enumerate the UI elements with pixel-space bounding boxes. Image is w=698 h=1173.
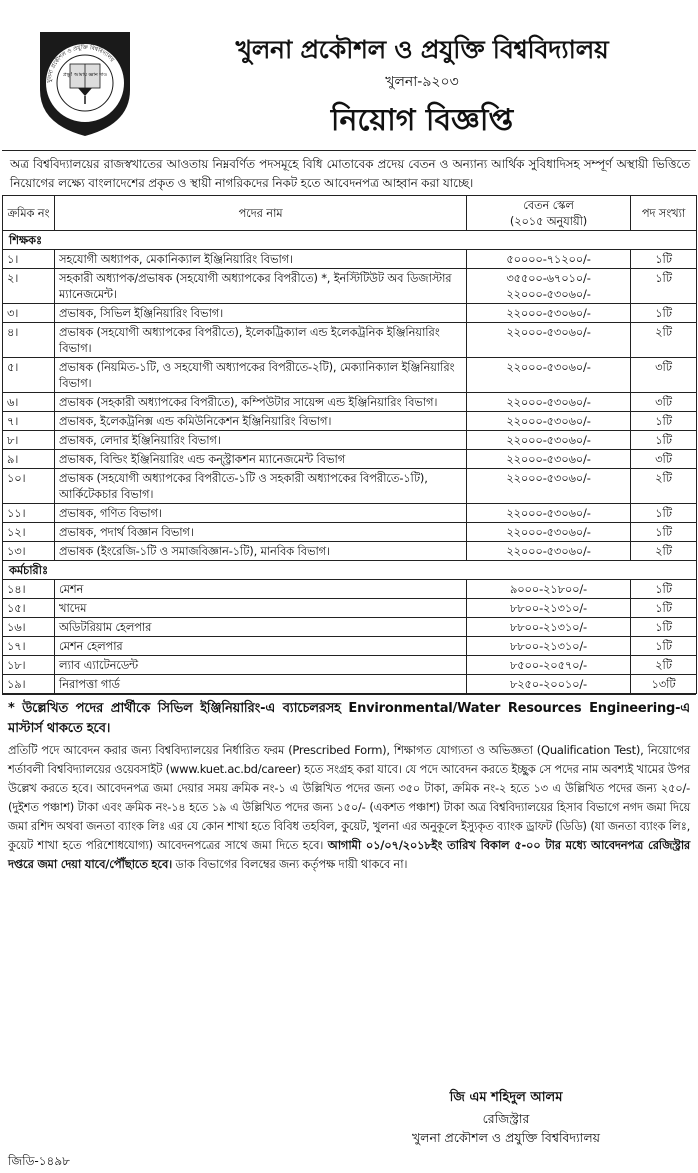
table-row [3, 412, 697, 431]
header-post: পদের নাম [55, 196, 467, 231]
intro-paragraph: অত্র বিশ্ববিদ্যালয়ের রাজস্বখাতের আওতায় নিম্নবর্ণিত পদসমূহে বিধি মোতাবেক প্রদেয় বেতন ও অন্যান্য আর্থিক সুবিধাদিসহ সম্পূর্ণ অস্থায়ী ভিত্তিতে নিয়োগের লক্ষ্যে বাংলাদেশের প্রকৃত ও স্থায়ী নাগরিকদের নিকট হতে আবেদনপত্র আহ্বান করা যাচ্ছে। [10, 157, 690, 190]
serial-cell: ৬। [3, 393, 55, 412]
post-name-cell: ল্যাব এ্যাটেনডেন্ট [55, 656, 467, 675]
post-count-cell: ৩টি [631, 393, 697, 412]
post-name-cell: সহযোগী অধ্যাপক, মেকানিক্যাল ইঞ্জিনিয়ারিং বিভাগ। [55, 250, 467, 269]
post-count-cell: ২টি [631, 323, 697, 358]
table-row [3, 450, 697, 469]
post-count-cell: ১টি [631, 523, 697, 542]
post-count-cell: ১টি [631, 637, 697, 656]
header-pay-scale [467, 196, 631, 231]
pay-scale-value: ২২০০০-৫৩০৬০/- [506, 325, 591, 339]
table-row [3, 675, 697, 694]
signatory-designation: রেজিস্ট্রার [482, 1111, 530, 1126]
serial-cell: ১২। [3, 523, 55, 542]
pay-scale-cell [467, 450, 631, 469]
pay-scale-value: ৫০০০০-৭১২০০/- [506, 252, 591, 266]
post-count-cell: ১টি [631, 412, 697, 431]
pay-scale-cell [467, 656, 631, 675]
serial-cell: ৮। [3, 431, 55, 450]
notice-header [2, 0, 696, 151]
pay-scale-value: ২২০০০-৫৩০৬০/- [506, 414, 591, 428]
post-name-cell: খাদেম [55, 599, 467, 618]
serial-cell: ১১। [3, 504, 55, 523]
serial-cell: ৫। [3, 358, 55, 393]
serial-cell: ১৮। [3, 656, 55, 675]
posts-table [2, 195, 697, 694]
table-row [3, 504, 697, 523]
post-name-cell: মেশন হেলপার [55, 637, 467, 656]
pay-scale-value: ৯০০০-২১৮০০/- [509, 582, 588, 596]
post-count-cell: ১টি [631, 504, 697, 523]
post-name-cell: প্রভাষক (নিয়মিত-১টি, ও সহযোগী অধ্যাপকের বিপরীতে-২টি), মেক্যানিক্যাল ইঞ্জিনিয়ারিং বিভাগ। [55, 358, 467, 393]
serial-cell: ৪। [3, 323, 55, 358]
pay-scale-cell [467, 618, 631, 637]
pay-scale-cell [467, 358, 631, 393]
post-count-cell: ১টি [631, 250, 697, 269]
pay-scale-value: ৮৫০০-২০৫৭০/- [509, 658, 588, 672]
table-row [3, 599, 697, 618]
section-row-teachers [3, 231, 697, 250]
post-count-cell: ৩টি [631, 450, 697, 469]
post-count-cell: ১টি [631, 431, 697, 450]
header-pay-scale-line2: (২০১৫ অনুযায়ী) [509, 214, 588, 228]
section-label-staff: কর্মচারীঃ [3, 561, 697, 580]
post-count-cell: ২টি [631, 656, 697, 675]
pay-scale-value: ২২০০০-৫৩০৬০/- [506, 544, 591, 558]
pay-scale-value: ২২০০০-৫৩০৬০/- [506, 471, 591, 485]
serial-cell: ১। [3, 250, 55, 269]
serial-cell: ১৩। [3, 542, 55, 561]
post-count-cell: ১টি [631, 618, 697, 637]
serial-cell: ১৭। [3, 637, 55, 656]
serial-cell: ১৪। [3, 580, 55, 599]
table-row [3, 250, 697, 269]
pay-scale-value: ৮৮০০-২১৩১০/- [509, 601, 587, 615]
pay-scale-value: ৩৫৫০০-৬৭০১০/- [506, 271, 591, 285]
post-count-cell: ১টি [631, 580, 697, 599]
header-pay-scale-line1: বেতন স্কেল [523, 198, 574, 212]
table-row [3, 323, 697, 358]
table-header-row [3, 196, 697, 231]
qualification-note: * উল্লেখিত পদের প্রার্থীকে সিভিল ইঞ্জিনিয়ারিং-এ ব্যাচেলরসহ Environmental/Water Resources Engineering-এ মাস্টার্স থাকতে হবে। [2, 694, 696, 741]
table-row [3, 358, 697, 393]
notice-title: নিয়োগ বিজ্ঞপ্তি [330, 103, 514, 138]
pay-scale-cell [467, 675, 631, 694]
post-name-cell: প্রভাষক, ইলেকট্রনিক্স এন্ড কমিউনিকেশন ইঞ্জিনিয়ারিং বিভাগ। [55, 412, 467, 431]
header-serial: ক্রমিক নং [3, 196, 55, 231]
pay-scale-value-alt: ২২০০০-৫৩০৬০/- [506, 287, 591, 301]
post-name-cell: মেশন [55, 580, 467, 599]
serial-cell: ১৯। [3, 675, 55, 694]
pay-scale-cell [467, 250, 631, 269]
pay-scale-value: ৮৮০০-২১৩১০/- [509, 620, 587, 634]
table-row [3, 618, 697, 637]
post-count-cell: ১টি [631, 269, 697, 304]
table-row [3, 469, 697, 504]
post-count-cell: ২টি [631, 469, 697, 504]
post-count-cell: ১টি [631, 304, 697, 323]
post-name-cell: সহকারী অধ্যাপক/প্রভাষক (সহযোগী অধ্যাপকের বিপরীতে) *, ইনস্টিটিউট অব ডিজাস্টার ম্যানেজমেন্ট। [55, 269, 467, 304]
post-name-cell: প্রভাষক, বিল্ডিং ইঞ্জিনিয়ারিং এন্ড কন্স্ট্রাকশন ম্যানেজমেন্ট বিভাগ [55, 450, 467, 469]
table-row [3, 580, 697, 599]
logo-motto-text: প্রভু! আমায় জ্ঞান দাও [62, 72, 108, 78]
pay-scale-value: ২২০০০-৫৩০৬০/- [506, 360, 591, 374]
pay-scale-cell [467, 304, 631, 323]
signatory-organization: খুলনা প্রকৌশল ও প্রযুক্তি বিশ্ববিদ্যালয় [411, 1130, 601, 1145]
postal-note-text: ডাক বিভাগের বিলম্বের জন্য কর্তৃপক্ষ দায়ী থাকবে না। [175, 857, 408, 871]
pay-scale-value: ২২০০০-৫৩০৬০/- [506, 306, 591, 320]
pay-scale-value: ২২০০০-৫৩০৬০/- [506, 506, 591, 520]
pay-scale-cell [467, 637, 631, 656]
section-row-staff [3, 561, 697, 580]
deadline-text: আগামী ০১/০৭/২০১৮ইং তারিখ বিকাল ৫-০০ টার মধ্যে আবেদনপত্র রেজিস্ট্রার দপ্তরে জমা দেয়া যাবে/পৌঁছাতে হবে। [8, 838, 690, 871]
table-row [3, 656, 697, 675]
serial-cell: ২। [3, 269, 55, 304]
pay-scale-value: ২২০০০-৫৩০৬০/- [506, 525, 591, 539]
pay-scale-value: ২২০০০-৫৩০৬০/- [506, 395, 591, 409]
post-count-cell: ২টি [631, 542, 697, 561]
signature-block [376, 1087, 636, 1147]
logo-ring-text: খুলনা প্রকৌশল ও প্রযুক্তি বিশ্ববিদ্যালয় [46, 44, 115, 84]
reference-number: জিডি-১৪৯৮ [8, 1154, 70, 1168]
serial-cell: ১৬। [3, 618, 55, 637]
serial-cell: ১০। [3, 469, 55, 504]
table-row [3, 523, 697, 542]
university-city: খুলনা-৯২০৩ [385, 74, 459, 90]
pay-scale-cell [467, 269, 631, 304]
table-row [3, 304, 697, 323]
post-name-cell: প্রভাষক (সহকারী অধ্যাপকের বিপরীতে), কম্পিউটার সায়েন্স এন্ড ইঞ্জিনিয়ারিং বিভাগ। [55, 393, 467, 412]
pay-scale-value: ২২০০০-৫৩০৬০/- [506, 433, 591, 447]
post-count-cell: ১৩টি [631, 675, 697, 694]
serial-cell: ১৫। [3, 599, 55, 618]
section-label-teachers: শিক্ষকঃ [3, 231, 697, 250]
pay-scale-cell [467, 469, 631, 504]
pay-scale-cell [467, 542, 631, 561]
university-logo-emblem [30, 28, 140, 138]
table-row [3, 269, 697, 304]
pay-scale-value: ৮২৫০-২০০১০/- [509, 677, 588, 691]
pay-scale-cell [467, 580, 631, 599]
table-row [3, 393, 697, 412]
post-name-cell: প্রভাষক (সহযোগী অধ্যাপকের বিপরীতে), ইলেকট্রিক্যাল এন্ড ইলেকট্রনিক ইঞ্জিনিয়ারিং বিভাগ। [55, 323, 467, 358]
table-row [3, 542, 697, 561]
pay-scale-cell [467, 393, 631, 412]
application-instructions [2, 741, 696, 876]
pay-scale-cell [467, 323, 631, 358]
pay-scale-cell [467, 523, 631, 542]
post-name-cell: প্রভাষক, সিভিল ইঞ্জিনিয়ারিং বিভাগ। [55, 304, 467, 323]
post-name-cell: অডিটরিয়াম হেলপার [55, 618, 467, 637]
post-name-cell: প্রভাষক (ইংরেজি-১টি ও সমাজবিজ্ঞান-১টি), মানবিক বিভাগ। [55, 542, 467, 561]
post-count-cell: ১টি [631, 599, 697, 618]
instructions-text: প্রতিটি পদে আবেদন করার জন্য বিশ্ববিদ্যালয়ের নির্ধারিত ফরম (Prescribed Form), শিক্ষাগত যোগ্যতা ও অভিজ্ঞতা (Qualification Test), নিয়োগের শর্তাবলী বিশ্ববিদ্যালয়ের ওয়েবসাইট (www.kuet.ac.bd/career) হতে সংগ্রহ করা যাবে। যে পদে আবেদন করতে ইচ্ছুক সে পদের নাম অবশ্যই খামের উপর উল্লেখ করতে হবে। আবেদনপত্র জমা দেয়ার সময় ক্রমিক নং-১ এ উল্লিখিত পদের জন্য ৩৫০ টাকা, ক্রমিক নং-২ হতে ১৩ এ উল্লিখিত পদের জন্য ২৫০/- (দুইশত পঞ্চাশ) টাকা এবং ক্রমিক নং-১৪ হতে ১৯ এ উল্লিখিত পদের জন্য ১৫০/- (একশত পঞ্চাশ) টাকা অত্র বিশ্ববিদ্যালয়ের হিসাব বিভাগে নগদ জমা দিয়ে জমা রশিদ অথবা জনতা ব্যাংক লিঃ এর যে কোন শাখা হতে বিবিধ তহবিল, কুয়েট, খুলনা এর অনুকূলে ইস্যুকৃত ব্যাংক ড্রাফট (ডিডি) (যা জনতা ব্যাংক লিঃ, কুয়েট শাখা হতে পরিশোধযোগ্য) আবেদনপত্রের সাথে জমা দিতে হবে। [8, 743, 690, 852]
pay-scale-cell [467, 412, 631, 431]
signatory-name: জি এম শহিদুল আলম [449, 1090, 563, 1105]
post-name-cell: প্রভাষক, পদার্থ বিজ্ঞান বিভাগ। [55, 523, 467, 542]
post-name-cell: প্রভাষক, গণিত বিভাগ। [55, 504, 467, 523]
post-count-cell: ৩টি [631, 358, 697, 393]
table-row [3, 637, 697, 656]
serial-cell: ৩। [3, 304, 55, 323]
notice-page [2, 0, 696, 1171]
pay-scale-cell [467, 504, 631, 523]
header-count: পদ সংখ্যা [631, 196, 697, 231]
table-row [3, 431, 697, 450]
pay-scale-cell [467, 599, 631, 618]
pay-scale-value: ৮৮০০-২১৩১০/- [509, 639, 587, 653]
serial-cell: ৭। [3, 412, 55, 431]
post-name-cell: নিরাপত্তা গার্ড [55, 675, 467, 694]
pay-scale-value: ২২০০০-৫৩০৬০/- [506, 452, 591, 466]
post-name-cell: প্রভাষক, লেদার ইঞ্জিনিয়ারিং বিভাগ। [55, 431, 467, 450]
pay-scale-cell [467, 431, 631, 450]
university-name: খুলনা প্রকৌশল ও প্রযুক্তি বিশ্ববিদ্যালয় [235, 35, 609, 64]
post-name-cell: প্রভাষক (সহযোগী অধ্যাপকের বিপরীতে-১টি ও সহকারী অধ্যাপকের বিপরীতে-১টি), আর্কিটেকচার বিভাগ। [55, 469, 467, 504]
serial-cell: ৯। [3, 450, 55, 469]
